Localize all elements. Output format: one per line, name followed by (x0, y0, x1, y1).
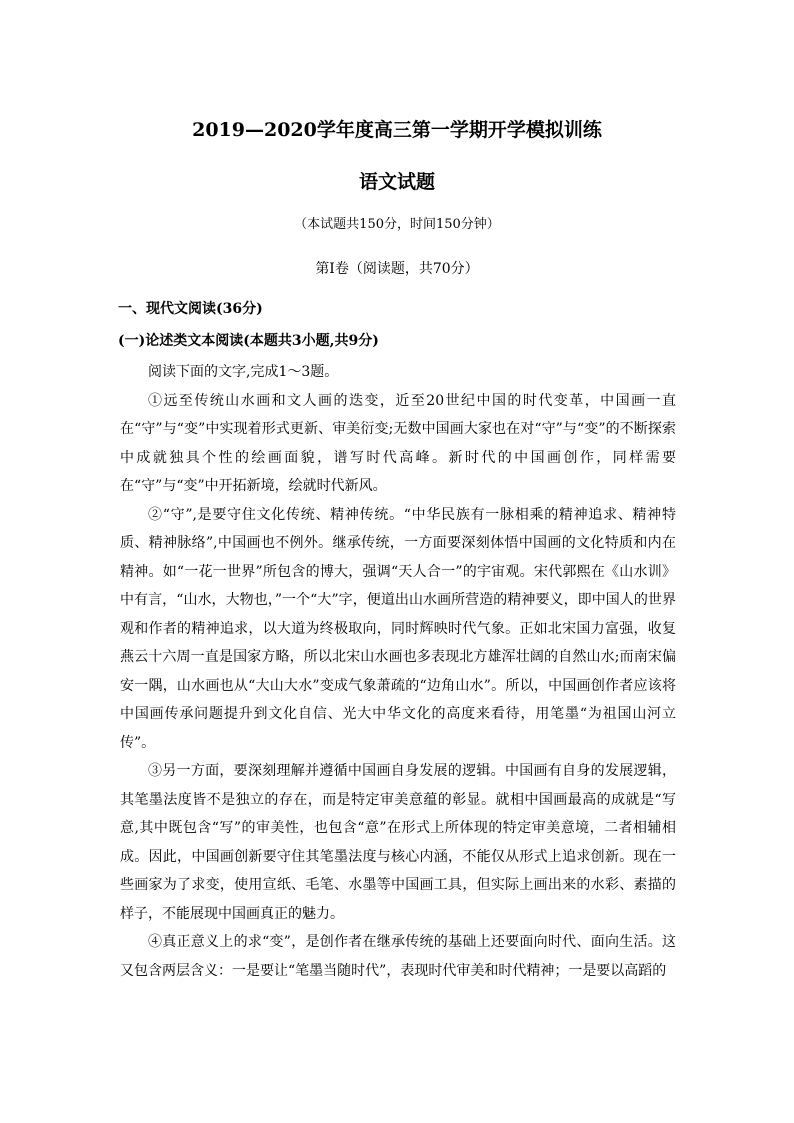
subsection-heading: (一)论述类文本阅读(本题共3小题,共9分) (118, 333, 379, 349)
paragraph-1: ①远至传统山水画和文人画的迭变，近至20世纪中国的时代变革，中国画一直在“守”与“变”中实现着形式更新、审美衍变;无数中国画大家也在对“守”与“变”的不断探索中成就独具个性的绘画面貌，谱写时代高峰。新时代的中国画创作，同样需要在“守”与“变”中开拓新境，绘就时代新风。 (120, 392, 676, 494)
exam-title: 2019—2020学年度高三第一学期开学模拟训练 (192, 119, 602, 141)
exam-note: （本试题共150分，时间150分钟） (294, 217, 500, 232)
exam-subject: 语文试题 (358, 171, 435, 193)
paragraph-4: ④真正意义上的求“变”，是创作者在继承传统的基础上还要面向时代、面向生活。这又包含两层含义：一是要让“笔墨当随时代”，表现时代审美和时代精神；一是要以高蹈的 (120, 934, 676, 979)
section-heading: 一、现代文阅读(36分) (118, 301, 263, 317)
instruction-text: 阅读下面的文字,完成1～3题。 (148, 364, 339, 380)
paragraph-3: ③另一方面，要深刻理解并遵循中国画自身发展的逻辑。中国画有自身的发展逻辑，其笔墨法度皆不是独立的存在，而是特定审美意蕴的彰显。就相中国画最高的成就是“写意,其中既包含“写”的审美性，也包含“意”在形式上所体现的特定审美意境，二者相辅相成。因此，中国画创新要守住其笔墨法度与核心内涵，不能仅从形式上追求创新。现在一些画家为了求变，使用宣纸、毛笔、水墨等中国画工具，但实际上画出来的水彩、素描的样子，不能展现中国画真正的魅力。 (120, 763, 676, 922)
paragraph-2: ②“守”,是要守住文化传统、精神传统。“中华民族有一脉相乘的精神追求、精神特质、精神脉络”,中国画也不例外。继承传统，一方面要深刻体悟中国画的文化特质和内在精神。如“一花一世界”所包含的博大，强调“天人合一”的宇宙观。宋代郭熙在《山水训》中有言，“山水，大物也，”一个“大”字，便道出山水画所营造的精神要义，即中国人的世界观和作者的精神追求，以大道为终极取向，同时辉映时代气象。正如北宋国力富强，收复燕云十六周一直是国家方略，所以北宋山水画也多表现北方雄浑壮阔的自然山水;而南宋偏安一隅，山水画也从“大山大水”变成气象萧疏的“边角山水”。所以，中国画创作者应该将中国画传承问题提升到文化自信、光大中华文化的高度来看待，用笔墨“为祖国山河立传”。 (120, 506, 676, 751)
volume-heading: 第Ⅰ卷（阅读题，共70分） (315, 261, 479, 277)
reading-passage (120, 358, 676, 985)
